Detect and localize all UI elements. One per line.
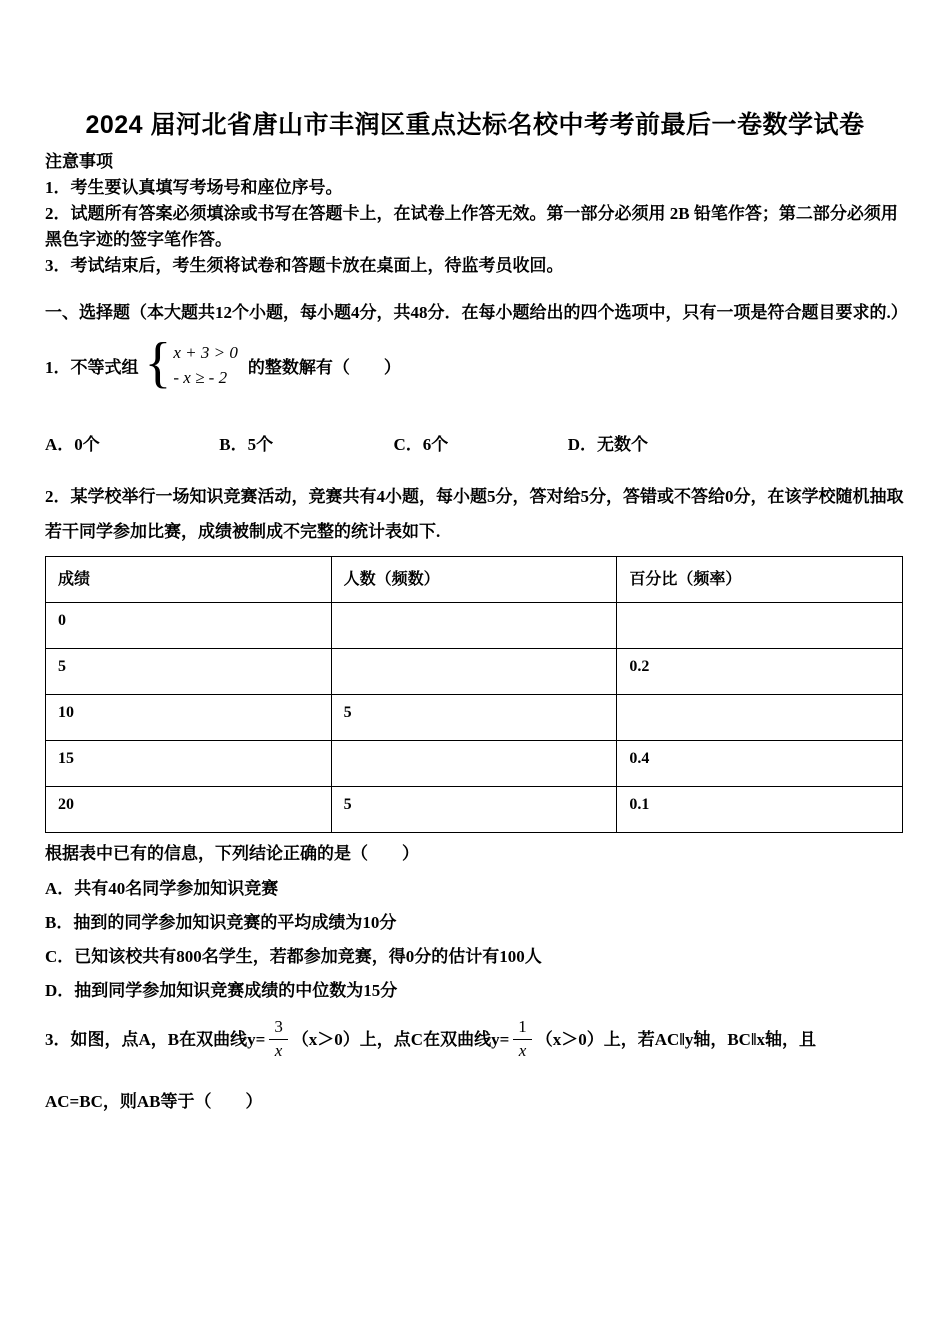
table-header-row (46, 557, 903, 603)
question-3 (45, 1018, 905, 1114)
fraction-3-over-x (269, 1018, 288, 1060)
q2-option-c: C．已知该校共有800名学生，若都参加竞赛，得0分的估计有100人 (45, 947, 542, 966)
cell-percent: 0.4 (617, 741, 903, 787)
cell-count (331, 741, 617, 787)
question-2-conclusion-stem: 根据表中已有的信息，下列结论正确的是（ ） (45, 844, 419, 863)
question-3-line-2: AC=BC，则AB等于（ ） (45, 1092, 263, 1112)
q1-option-b: B．5个 (219, 435, 274, 454)
cell-score: 5 (46, 649, 332, 695)
notice-item-2: 2．试题所有答案必须填涂或书写在答题卡上，在试卷上作答无效。第一部分必须用 2B 铅笔作答；第二部分必须用黑色字迹的签字笔作答。 (45, 204, 898, 249)
inequality-line-1: x + 3 > 0 (173, 343, 238, 362)
q1-option-c: C．6个 (393, 435, 449, 454)
q3-text-part-2: （x＞0）上，点C在双曲线y= (291, 1029, 510, 1049)
table-header-percent: 百分比（频率） (617, 557, 903, 603)
table-row (46, 603, 903, 649)
q1-option-a: A．0个 (45, 435, 100, 454)
fraction-numerator: 3 (269, 1018, 288, 1040)
cell-score: 15 (46, 741, 332, 787)
notices-section (45, 149, 905, 279)
question-1-prefix: 1．不等式组 (45, 357, 139, 377)
cell-score: 0 (46, 603, 332, 649)
notices-heading: 注意事项 (45, 152, 113, 171)
question-2-stem: 2．某学校举行一场知识竞赛活动，竞赛共有4小题，每小题5分，答对给5分，答错或不答给0分，在该学校随机抽取若干同学参加比赛，成绩被制成不完整的统计表如下. (45, 487, 904, 541)
fraction-1-over-x (513, 1018, 532, 1060)
question-3-line-1 (45, 1018, 905, 1060)
inequality-system (173, 340, 238, 390)
section-one-heading: 一、选择题（本大题共12个小题，每小题4分，共48分．在每小题给出的四个选项中，只有一项是符合题目要求的.） (45, 303, 908, 322)
cell-score: 20 (46, 787, 332, 833)
q2-option-b: B．抽到的同学参加知识竞赛的平均成绩为10分 (45, 913, 397, 932)
table-header-score: 成绩 (46, 557, 332, 603)
left-brace: { (144, 332, 172, 394)
score-frequency-table (45, 556, 903, 833)
q2-option-d: D．抽到同学参加知识竞赛成绩的中位数为15分 (45, 981, 398, 1000)
table-row (46, 695, 903, 741)
inequality-line-2: - x ≥ - 2 (173, 368, 228, 387)
cell-count (331, 649, 617, 695)
fraction-numerator: 1 (513, 1018, 532, 1040)
table-row (46, 787, 903, 833)
cell-percent: 0.2 (617, 649, 903, 695)
question-2-options (45, 878, 905, 1002)
table-header-count: 人数（频数） (331, 557, 617, 603)
question-1 (45, 328, 905, 402)
cell-count: 5 (331, 695, 617, 741)
fraction-denominator: x (518, 1040, 527, 1060)
q3-text-part-1: 3．如图，点A，B在双曲线y= (45, 1029, 266, 1049)
question-1-options (45, 430, 905, 455)
cell-count (331, 603, 617, 649)
table-row (46, 741, 903, 787)
cell-percent (617, 603, 903, 649)
page-title: 2024 届河北省唐山市丰润区重点达标名校中考考前最后一卷数学试卷 (85, 111, 865, 139)
cell-percent: 0.1 (617, 787, 903, 833)
q3-text-part-3: （x＞0）上，若AC‖y轴，BC‖x轴，且 (535, 1029, 816, 1049)
cell-count: 5 (331, 787, 617, 833)
q1-option-d: D．无数个 (567, 435, 649, 454)
table-row (46, 649, 903, 695)
q2-option-a: A．共有40名同学参加知识竞赛 (45, 879, 279, 898)
cell-score: 10 (46, 695, 332, 741)
question-1-suffix: 的整数解有（ ） (247, 357, 401, 377)
cell-percent (617, 695, 903, 741)
notice-item-3: 3．考试结束后，考生须将试卷和答题卡放在桌面上，待监考员收回。 (45, 256, 564, 275)
notice-item-1: 1．考生要认真填写考场号和座位序号。 (45, 178, 343, 197)
fraction-denominator: x (274, 1040, 283, 1060)
